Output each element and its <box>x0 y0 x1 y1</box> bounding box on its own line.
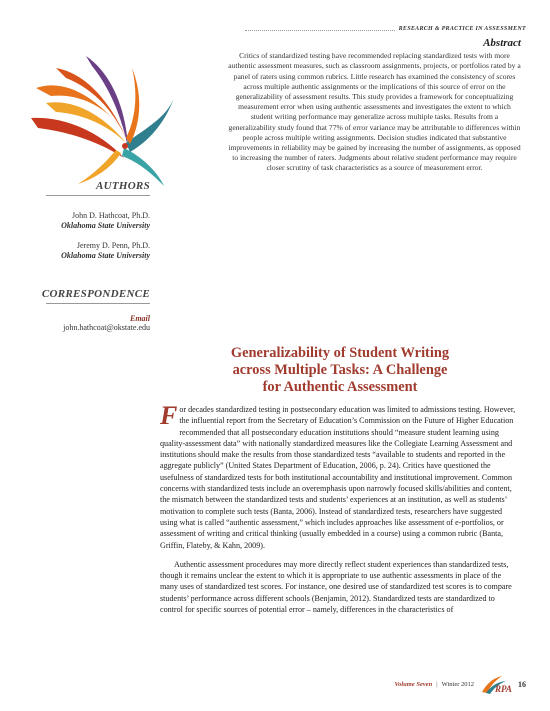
abstract-swirl-art <box>26 48 176 188</box>
issue-season: Winter 2012 <box>441 680 474 688</box>
body-paragraph <box>160 401 518 551</box>
author-affiliation: Oklahoma State University <box>61 251 150 260</box>
footer-separator: | <box>436 680 438 688</box>
svg-text:RPA: RPA <box>495 684 512 694</box>
abstract-heading: Abstract <box>483 37 521 49</box>
article-body <box>160 401 518 623</box>
email-label: Email <box>129 314 150 323</box>
title-line: Generalizability of Student Writing <box>230 345 450 361</box>
author-name: John D. Hathcoat, Ph.D. <box>72 211 150 220</box>
authors-section <box>26 180 150 261</box>
header-label: RESEARCH & PRACTICE IN ASSESSMENT <box>398 26 526 32</box>
volume-label: Volume Seven <box>394 680 433 688</box>
author-affiliation: Oklahoma State University <box>61 221 150 230</box>
abstract <box>228 38 521 174</box>
title-line: across Multiple Tasks: A Challenge <box>232 362 448 378</box>
correspondence-heading: CORRESPONDENCE <box>41 288 150 300</box>
running-header <box>245 26 526 32</box>
body-paragraph-text: or decades standardized testing in postsecondary education was limited to admissions testing. However, the influential report from the Secretary of Education’s Commission on the Future of Higher Education recommended that all postsecondary education institutions should “measure student learning using quality-assessment data” with nationally standardized measures like the Collegiate Learning Assessment and institutions should make the results from those standardized tests “available to students and reported in the aggregate publicly” (United States Department of Education, 2006, p. 24). Critics have questioned the usefulness of standardized tests for both institutional accountability and institutional improvement. Common concerns with standardized tests include an overemphasis upon narrowly focused skills/abilities and content, the mismatch between the standardized tests and students’ experiences at an institution, as well as students’ motivation to complete such tests (Banta, 2006). Instead of standardized tests, researchers have suggested using what is called “authentic assessment,” which includes approaches like assessment of e-portfolios, or assessment of writing and critical thinking (usually embedded in a course) using a common rubric (Banta, Griffin, Flateby, & Kahn, 2009). <box>160 405 516 550</box>
article-title <box>160 345 520 396</box>
correspondence-section <box>26 288 150 333</box>
page-number: 16 <box>518 679 526 689</box>
header-dotted-rule <box>245 30 395 31</box>
author-name: Jeremy D. Penn, Ph.D. <box>76 241 150 250</box>
abstract-text: Critics of standardized testing have recommended replacing standardized tests with more authentic assessment measures, such as classroom assignments, projects, or portfolios rated by a panel of raters using common rubrics. Little research has examined the consistency of scores across multiple authentic assignments or the implications of this source of error on the generalizability of assessment results. This study provides a framework for conceptualizing measurement error when using authentic assessments and investigates the extent to which student writing performance may generalize across multiple tasks. Results from a generalizability study found that 77% of error variance may be attributable to differences within people across multiple writing assignments. Decision studies indicated that substantive improvements in reliability may be gained by increasing the number of assignments, as opposed to increasing the number of raters. Judgments about relative student performance may require closer scrutiny of task characteristics as a source of measurement error. <box>228 51 521 173</box>
drop-cap: F <box>160 401 178 430</box>
title-line: for Authentic Assessment <box>262 379 418 395</box>
email-address[interactable]: john.hathcoat@okstate.edu <box>63 323 150 332</box>
rpa-logo-icon <box>480 672 512 696</box>
authors-heading: AUTHORS <box>95 180 150 192</box>
page-footer <box>395 672 526 696</box>
body-paragraph: Authentic assessment procedures may more directly reflect student experiences than standardized tests, though it remains unclear the extent to which it is appropriate to use authentic assessments in place of the many uses of standardized test scores. For instance, one desired use of standardized test scores is to compare students’ performance across different schools (Benjamin, 2012). Standardized tests are standardized to control for specific sources of potential error – namely, differences in the characteristics of <box>160 559 512 615</box>
